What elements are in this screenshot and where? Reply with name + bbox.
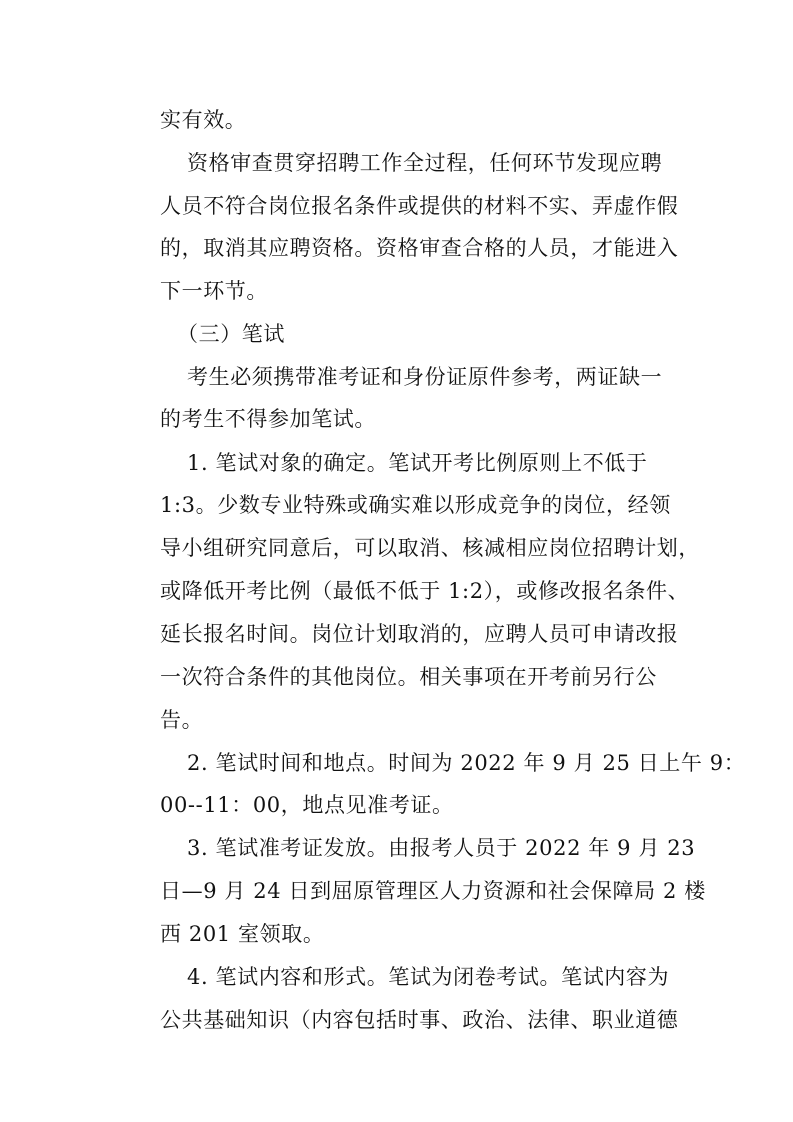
text-line-9: 1. 笔试对象的确定。笔试开考比例原则上不低于: [187, 451, 648, 475]
text-line-21: 4. 笔试内容和形式。笔试为闭卷考试。笔试内容为: [187, 965, 670, 989]
text-line-22: 公共基础知识（内容包括时事、政治、法律、职业道德: [160, 1008, 679, 1032]
text-line-19: 日—9 月 24 日到屈原管理区人力资源和社会保障局 2 楼: [160, 879, 706, 903]
text-line-8: 的考生不得参加笔试。: [160, 407, 376, 431]
text-line-16: 2. 笔试时间和地点。时间为 2022 年 9 月 25 日上午 9：: [187, 751, 746, 775]
text-line-12: 或降低开考比例（最低不低于 1:2），或修改报名条件、: [160, 579, 690, 603]
text-line-20: 西 201 室领取。: [160, 922, 325, 946]
text-line-2: 资格审查贯穿招聘工作全过程，任何环节发现应聘: [187, 151, 663, 175]
text-line-14: 一次符合条件的其他岗位。相关事项在开考前另行公: [160, 665, 657, 689]
text-line-15: 告。: [160, 708, 204, 732]
section-heading: （三）笔试: [177, 322, 285, 346]
text-line-3: 人员不符合岗位报名条件或提供的材料不实、弄虚作假: [160, 194, 679, 218]
text-line-18: 3. 笔试准考证发放。由报考人员于 2022 年 9 月 23: [187, 836, 696, 860]
text-line-10: 1:3。少数专业特殊或确实难以形成竞争的岗位，经领: [160, 493, 671, 517]
text-line-7: 考生必须携带准考证和身份证原件参考，两证缺一: [187, 365, 663, 389]
text-line-4: 的，取消其应聘资格。资格审查合格的人员，才能进入: [160, 236, 679, 260]
text-line-5: 下一环节。: [160, 279, 268, 303]
text-line-11: 导小组研究同意后，可以取消、核减相应岗位招聘计划，: [160, 536, 700, 560]
text-line-17: 00--11：00，地点见准考证。: [160, 793, 454, 817]
text-line-1: 实有效。: [160, 108, 247, 132]
text-line-13: 延长报名时间。岗位计划取消的，应聘人员可申请改报: [160, 622, 679, 646]
